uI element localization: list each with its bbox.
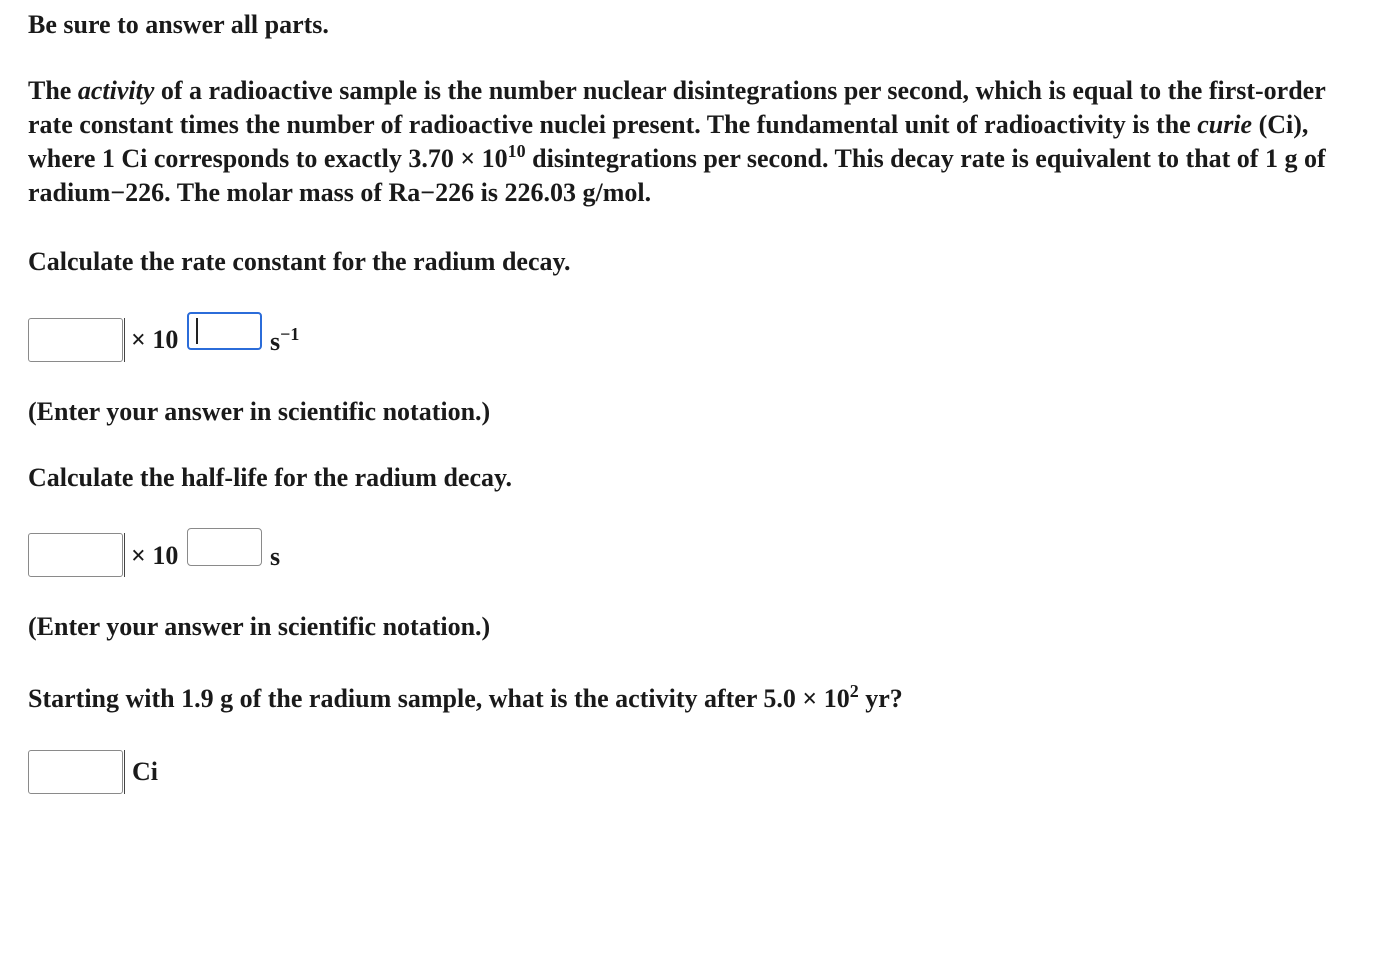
- instruction-text: Be sure to answer all parts.: [28, 10, 329, 39]
- part1-question: Calculate the rate constant for the radium decay.: [28, 247, 571, 276]
- part1-hint: (Enter your answer in scientific notation.): [28, 397, 491, 426]
- part2-unit: s: [270, 542, 281, 571]
- curie-term: curie: [1197, 110, 1253, 139]
- activity-term: activity: [77, 76, 155, 105]
- intro-part-2: of a radioactive sample is the number nuclear disintegrations per second, which is equal to the first-order rate constant times the number of radioactive nuclei present. The fundamental unit of radioactivity is the: [28, 76, 1326, 139]
- intro-exponent: 10: [507, 141, 526, 161]
- part3-divider: [124, 750, 125, 794]
- part2-coefficient-input[interactable]: [28, 533, 123, 577]
- problem-statement: [28, 74, 1348, 210]
- part2-question: Calculate the half-life for the radium decay.: [28, 463, 513, 492]
- part2-hint: (Enter your answer in scientific notation.): [28, 612, 491, 641]
- part3-exponent: 2: [849, 681, 859, 701]
- intro-part-3: (Ci), where 1 Ci corresponds to exactly 3.70 × 10: [28, 110, 1309, 173]
- part2-divider: [124, 533, 125, 577]
- part3-question-suffix: yr?: [858, 684, 903, 713]
- part3-question-text: Starting with 1.9 g of the radium sample, what is the activity after 5.0 × 10: [28, 684, 850, 713]
- part1-unit-exponent: −1: [280, 324, 300, 344]
- part1-unit: [270, 324, 300, 356]
- part1-coefficient-input[interactable]: [28, 318, 123, 362]
- part1-divider: [124, 318, 125, 362]
- part3-question: [28, 683, 903, 715]
- part3-unit: Ci: [132, 757, 158, 786]
- intro-part-4: disintegrations per second. This decay rate is equivalent to that of 1 g of radium−226. The molar mass of Ra−226 is 226.03 g/mol.: [28, 144, 1326, 207]
- part2-exponent-input[interactable]: [187, 528, 262, 566]
- intro-part-1: The: [28, 76, 78, 105]
- part1-exponent-input[interactable]: [187, 312, 262, 350]
- part2-times-ten: × 10: [131, 541, 179, 570]
- text-caret: [196, 318, 198, 344]
- part3-answer-input[interactable]: [28, 750, 123, 794]
- part1-times-ten: × 10: [131, 325, 179, 354]
- part1-unit-base: s: [270, 327, 281, 356]
